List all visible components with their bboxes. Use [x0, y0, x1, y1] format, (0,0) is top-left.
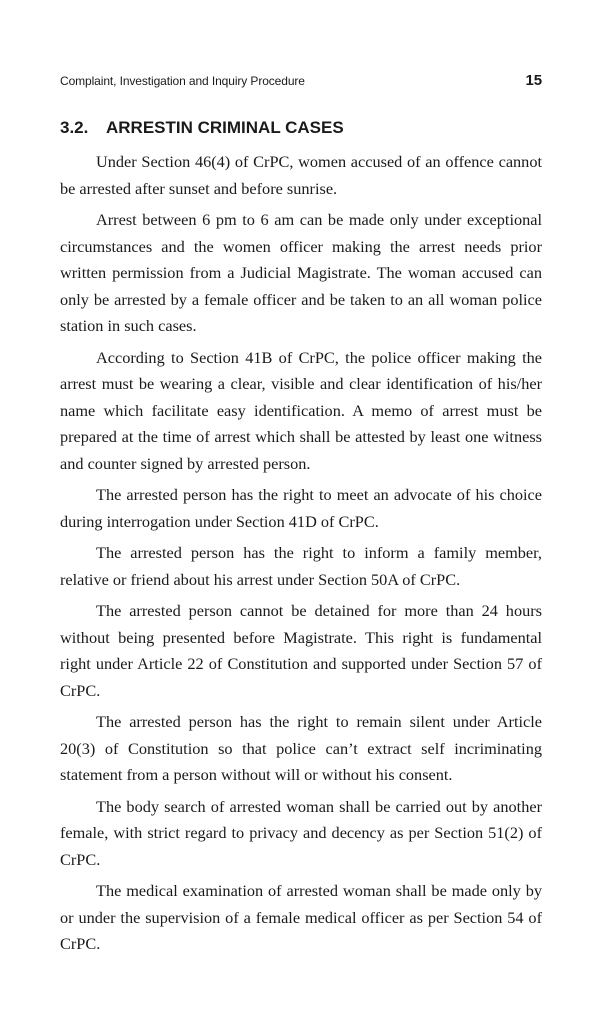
- paragraph: The arrested person has the right to remain silent under Article 20(3) of Constitution so that police can’t extract self incriminating statement from a person without will or without his consent.: [60, 712, 542, 784]
- section-title: ARRESTIN CRIMINAL CASES: [106, 118, 344, 137]
- paragraph: The arrested person has the right to inform a family member, relative or friend about his arrest under Section 50A of CrPC.: [60, 543, 542, 589]
- running-title: Complaint, Investigation and Inquiry Procedure: [60, 74, 305, 88]
- paragraph: The arrested person has the right to meet an advocate of his choice during interrogation under Section 41D of CrPC.: [60, 485, 542, 531]
- body-text: [60, 149, 542, 963]
- paragraph: The medical examination of arrested woman shall be made only by or under the supervision of a female medical officer as per Section 54 of CrPC.: [60, 881, 542, 953]
- section-heading: [60, 118, 542, 138]
- paragraph: The body search of arrested woman shall be carried out by another female, with strict regard to privacy and decency as per Section 51(2) of CrPC.: [60, 796, 542, 869]
- section-number: 3.2.: [60, 118, 89, 137]
- paragraph: Arrest between 6 pm to 6 am can be made only under exceptional circumstances and the women officer making the arrest needs prior written permission from a Judicial Magistrate. The woman accused can only be arrested by a female officer and be taken to an all woman police station in such cases.: [60, 210, 542, 335]
- paragraph: Under Section 46(4) of CrPC, women accused of an offence cannot be arrested after sunset and before sunrise.: [60, 152, 542, 198]
- paragraph: The arrested person cannot be detained for more than 24 hours without being presented before Magistrate. This right is fundamental right under Article 22 of Constitution and supported under Section 57 of CrPC.: [60, 601, 542, 700]
- paragraph: According to Section 41B of CrPC, the police officer making the arrest must be wearing a clear, visible and clear identification of his/her name which facilitate easy identification. A memo of arrest must be prepared at the time of arrest which shall be attested by least one witness and counter signed by arrested person.: [60, 347, 542, 473]
- page-number: 15: [525, 72, 542, 89]
- running-header: [60, 73, 542, 91]
